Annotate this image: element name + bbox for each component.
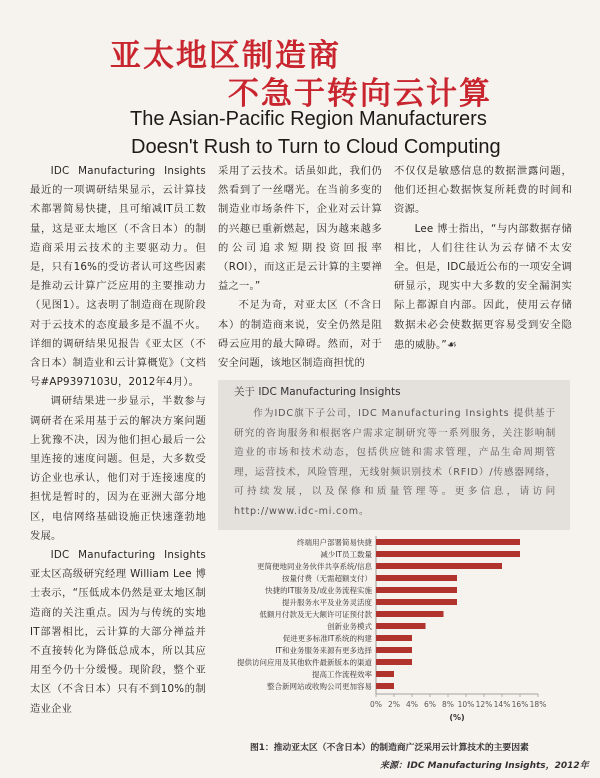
bar [376,683,394,689]
bar [376,647,412,653]
about-box [218,380,570,530]
x-axis-label: (%) [449,713,465,722]
category-label: 终端用户部署简易快捷 [297,538,372,547]
bar [376,539,520,545]
end-mark-icon: ☙ [446,337,457,351]
x-tick-label: 18% [529,700,547,709]
category-label: 减少IT员工数量 [320,550,372,559]
figure-source: 来源：IDC Manufacturing Insights，2012年 [380,761,589,771]
category-label: 按量付费（无需超额支付） [282,574,372,583]
article-column-1 [30,162,206,719]
bar [376,575,457,581]
category-label: 更简便地同业务伙伴共享系统/信息 [256,562,372,571]
title-en-line2: Doesn't Rush to Turn to Cloud Computing [131,136,501,158]
article-column-2 [218,162,382,373]
bar [376,659,412,665]
bar-chart-svg [228,530,578,740]
category-label: 低额月付款及无大额许可证预付款 [259,610,372,619]
x-tick-label: 0% [370,700,382,709]
paragraph: 不足为奇，对亚太区（不含日本）的制造商来说，安全仍然是阻碍云应用的最大障碍。然而，对于安全问题，该地区制造商担忧的 [218,299,382,370]
about-title: 关于 IDC Manufacturing Insights [234,386,401,398]
category-label: 提高工作流程效率 [312,670,372,679]
paragraph: 调研结果进一步显示，半数参与调研者在采用基于云的解决方案问题上犹豫不决，因为他们担心最后一公里连接的速度问题。但是，大多数受访企业也承认，他们对于连接速度的担忧是暂时的，因为在亚洲大部分地区，电信网络基础设施正快速蓬勃地发展。 [30,395,206,542]
x-tick-label: 6% [424,700,436,709]
paragraph-text: Lee 博士指出，“与内部数据存储相比，人们往往认为云存储不太安全。但是，IDC最近公布的一项安全调研显示，现实中大多数的安全漏洞实际上都源自内部。因此，使用云存储数据未必会使数据更容易受到安全隐患的威胁。” [394,222,572,351]
x-tick-label: 4% [406,700,418,709]
paragraph: 采用了云技术。话虽如此，我们仍然看到了一丝曙光。在当前多变的制造业市场条件下，企业对云计算的兴趣已重新燃起，因为越来越多的公司追求短期投资回报率（ROI），而这正是云计算的主要禅益之一。” [218,165,382,293]
bar [376,587,457,593]
bar [376,635,412,641]
paragraph: 不仅仅是敏感信息的数据泄露问题，他们还担心数据恢复所耗费的时间和资源。 [394,165,572,216]
category-label: 创新业务模式 [327,622,372,631]
bar [376,551,520,557]
category-label: 提供访问应用及其他软件最新版本的渠道 [237,658,372,667]
paragraph [394,220,572,355]
bar [376,563,502,569]
bar [376,671,394,677]
category-label: IT和业务服务来源有更多选择 [275,646,372,655]
x-tick-label: 8% [442,700,454,709]
title-cn-line2: 不急于转向云计算 [228,76,492,112]
bar-chart [228,530,578,750]
title-cn-line1: 亚太地区制造商 [110,38,341,74]
figure-caption: 图1：推动亚太区（不含日本）的制造商广泛采用云计算技术的主要因素 [250,743,529,753]
paragraph: IDC Manufacturing Insights 最近的一项调研结果显示，云计算技术都署简易快捷，且可缩减IT员工数量，这是亚太地区（不含日本）的制造商采用云技术的主要驱动力。但是，只有16%的受访者认可这些因素是推动云计算广泛应用的主要推动力（见图1）。这表明了制造商在现阶段对于云技术的态度最多是不温不火。详细的调研结果见报告《亚太区（不含日本）制造业和云计算概览》（文档号#AP9397103U，2012年4月）。 [30,165,206,389]
category-label: 整合新网站或收购公司更加容易 [267,682,372,691]
bar [376,599,457,605]
x-tick-label: 16% [511,700,529,709]
category-label: 提升服务水平及业务灵活度 [282,598,372,607]
bar [376,611,444,617]
category-label: 快捷的IT服务及/或业务流程实施 [265,586,372,595]
article-column-3 [394,162,572,355]
bar [376,623,426,629]
category-label: 促进更多标准IT系统的构建 [282,634,372,643]
x-tick-label: 2% [388,700,400,709]
about-text: 作为IDC旗下子公司，IDC Manufacturing Insights 提供基于研究的咨询服务和根据客户需求定制研究等一系列服务，关注影响制造业的市场和技术动态，包括供应链和需求管理，产品生命周期管理，运营技术，风险管理，无线射频识别技术（RFID）/传感器网络，可持续发展，以及保修和质量管理等。更多信息，请访问 http://www.idc-mi.com。 [234,408,556,517]
x-tick-label: 12% [475,700,493,709]
x-tick-label: 14% [493,700,511,709]
paragraph: IDC Manufacturing Insights 亚太区高级研究经理 William Lee 博士表示，“压低成本仍然是亚太地区制造商的关注重点。因为与传统的实地IT部署相比，云计算的大部分禅益并不直接转化为降低总成本，所以其应用至今仍十分缓慢。现阶段，整个亚太区（不含日本）只有不到10%的制造业企业 [30,549,206,715]
x-tick-label: 10% [457,700,475,709]
title-en-line1: The Asian-Pacific Region Manufacturers [130,108,487,130]
